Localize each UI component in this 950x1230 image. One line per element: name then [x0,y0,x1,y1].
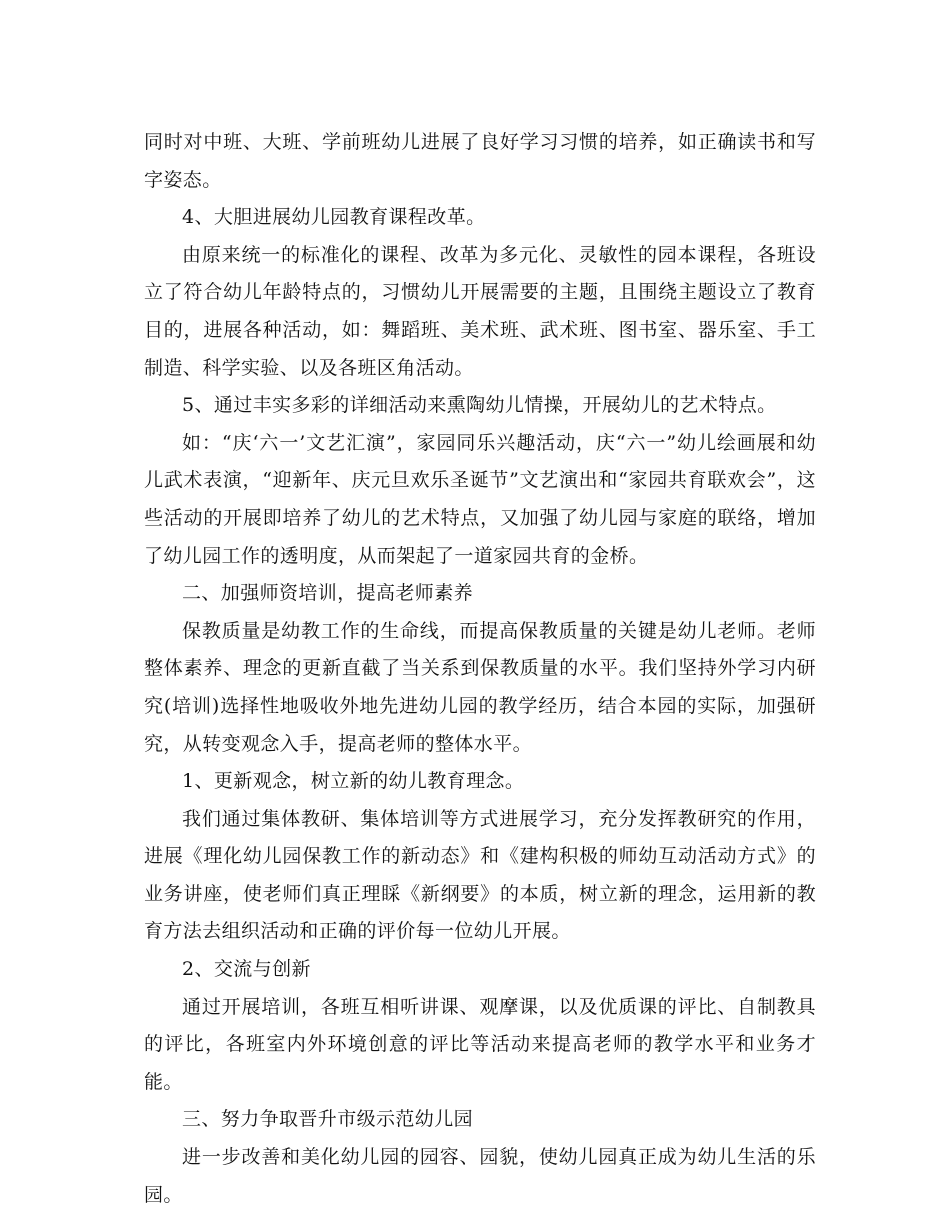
paragraph-8-heading: 1、更新观念，树立新的幼儿教育理念。 [182,770,525,793]
paragraph-3: 由原来统一的标准化的课程、改革为多元化、灵敏性的园本课程，各班设立了符合幼儿年龄特点的，习惯幼儿开展需要的主题，且围绕主题设立了教育目的，进展各种活动，如：舞蹈班、美术班、武术班、图书室、器乐室、手工制造、科学实验、以及各班区角活动。 [144,243,816,379]
paragraph-5: 如：“庆‘六一’文艺汇演”，家园同乐兴趣活动，庆“六一”幼儿绘画展和幼儿武术表演，“迎新年、庆元旦欢乐圣诞节”文艺演出和“家园共育联欢会”，这些活动的开展即培养了幼儿的艺术特点，又加强了幼儿园与家庭的联络，增加了幼儿园工作的透明度，从而架起了一道家园共育的金桥。 [144,431,816,567]
paragraph-2-heading: 4、大胆进展幼儿园教育课程改革。 [182,206,486,229]
document-body [144,124,816,1214]
paragraph-10-heading: 2、交流与创新 [182,958,311,981]
paragraph-6-section-heading: 二、加强师资培训，提高老师素养 [182,582,474,605]
paragraph-9: 我们通过集体教研、集体培训等方式进展学习，充分发挥教研究的作用，进展《理化幼儿园保教工作的新动态》和《建构积极的师幼互动活动方式》的业务讲座，使老师们真正理睬《新纲要》的本质，树立新的理念，运用新的教育方法去组织活动和正确的评价每一位幼儿开展。 [144,807,816,943]
paragraph-4-heading: 5、通过丰实多彩的详细活动来熏陶幼儿情操，开展幼儿的艺术特点。 [182,394,777,417]
paragraph-7: 保教质量是幼教工作的生命线，而提高保教质量的关键是幼儿老师。老师整体素养、理念的更新直截了当关系到保教质量的水平。我们坚持外学习内研究(培训)选择性地吸收外地先进幼儿园的教学经历，结合本园的实际，加强研究，从转变观念入手，提高老师的整体水平。 [144,619,816,755]
paragraph-11: 通过开展培训，各班互相听讲课、观摩课，以及优质课的评比、自制教具的评比，各班室内外环境创意的评比等活动来提高老师的教学水平和业务才能。 [144,995,816,1093]
paragraph-12-section-heading: 三、努力争取晋升市级示范幼儿园 [182,1108,474,1131]
paragraph-13: 进一步改善和美化幼儿园的园容、园貌，使幼儿园真正成为幼儿生活的乐园。 [144,1146,816,1206]
paragraph-1: 同时对中班、大班、学前班幼儿进展了良好学习习惯的培养，如正确读书和写字姿态。 [144,131,816,191]
